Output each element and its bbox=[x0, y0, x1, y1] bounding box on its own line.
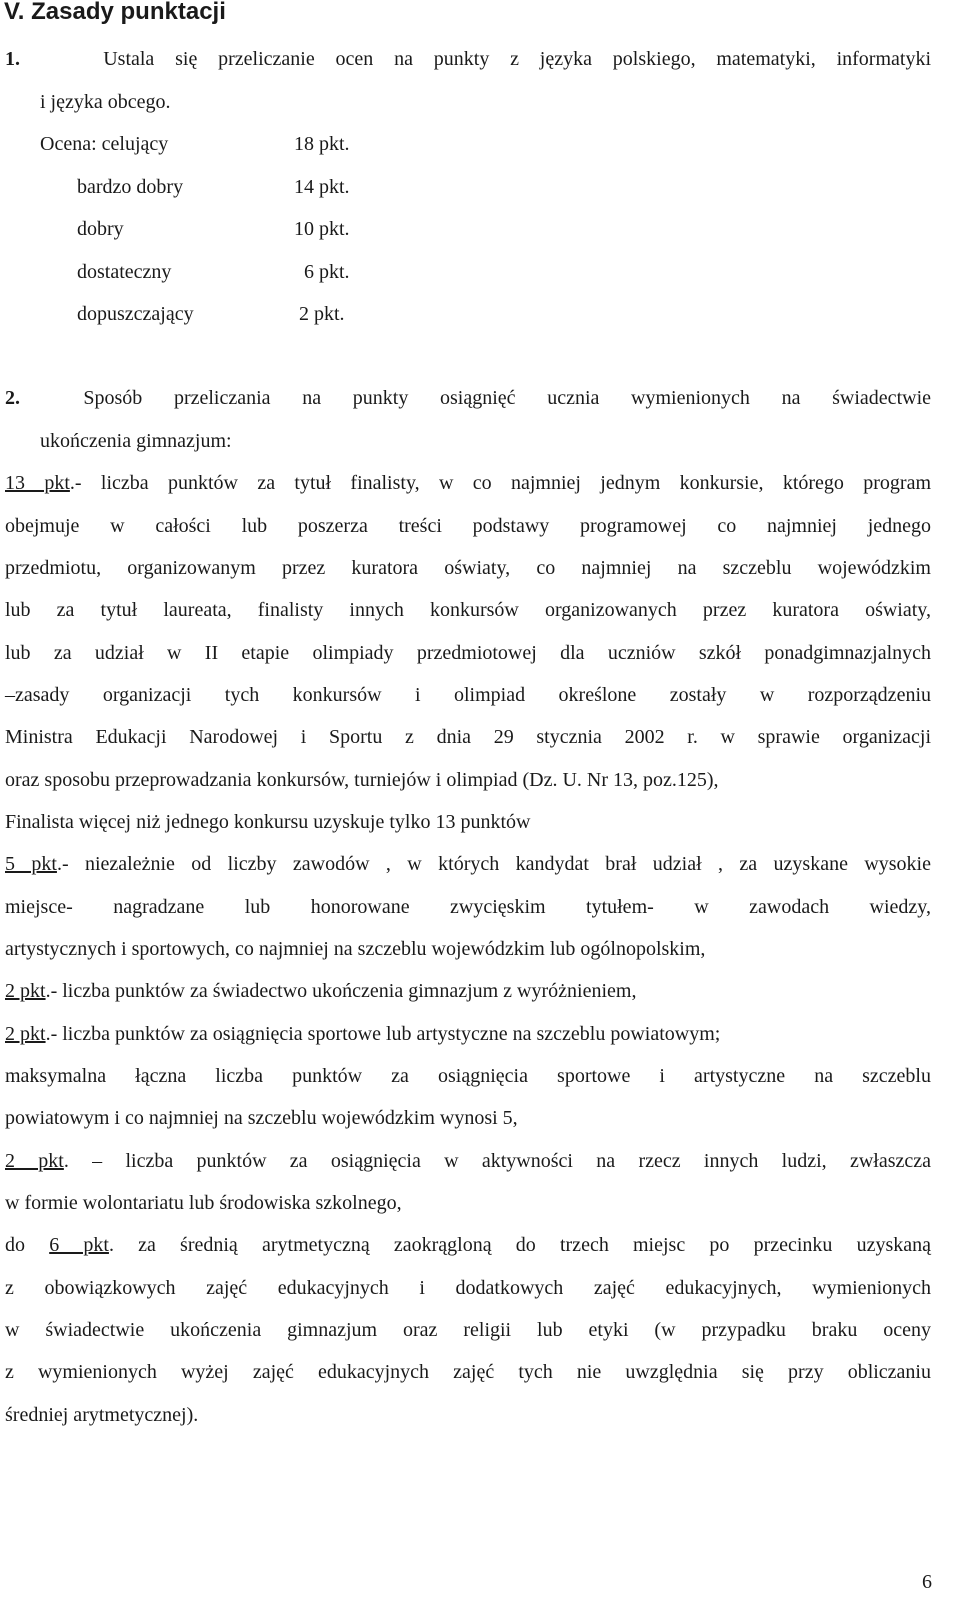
rule-13pkt-line: Finalista więcej niż jednego konkursu uzyskuje tylko 13 punktów bbox=[5, 811, 531, 833]
section-title: V. Zasady punktacji bbox=[4, 0, 226, 25]
points-5: 5 pkt bbox=[5, 853, 57, 875]
grade-label: dostateczny bbox=[77, 261, 172, 283]
rule-2pkt-volunteer-line: w formie wolontariatu lub środowiska szkolnego, bbox=[5, 1192, 402, 1214]
rule-13pkt-line: lub za tytuł laureata, finalisty innych konkursów organizowanych przez kuratora oświaty, bbox=[5, 599, 931, 621]
rule-13pkt-line: 13 pkt.- liczba punktów za tytuł finalisty, w co najmniej jednym konkursie, którego program bbox=[5, 472, 932, 494]
rule-13pkt-line: Ministra Edukacji Narodowej i Sportu z dnia 29 stycznia 2002 r. w sprawie organizacji bbox=[5, 726, 931, 748]
points-2: 2 pkt bbox=[5, 1023, 46, 1045]
rule-2pkt-sports-line: maksymalna łączna liczba punktów za osiągnięcia sportowe i artystyczne na szczeblu bbox=[5, 1065, 931, 1087]
rule-5pkt-line: miejsce- nagradzane lub honorowane zwycięskim tytułem- w zawodach wiedzy, bbox=[5, 896, 931, 918]
rule-5pkt-line: 5 pkt.- niezależnie od liczby zawodów , w których kandydat brał udział , za uzyskane wysokie bbox=[5, 853, 931, 875]
rule-6pkt-line: średniej arytmetycznej). bbox=[5, 1404, 199, 1426]
item1-number: 1. bbox=[5, 48, 20, 70]
rule-13pkt-line: oraz sposobu przeprowadzania konkursów, turniejów i olimpiad (Dz. U. Nr 13, poz.125), bbox=[5, 769, 719, 791]
points-13: 13 pkt bbox=[5, 472, 70, 494]
rule-2pkt-volunteer-line: 2 pkt. – liczba punktów za osiągnięcia w aktywności na rzecz innych ludzi, zwłaszcza bbox=[5, 1150, 931, 1172]
grade-points: 14 pkt. bbox=[294, 176, 350, 198]
item1-line2: i języka obcego. bbox=[40, 91, 171, 113]
grade-points: 10 pkt. bbox=[294, 218, 350, 240]
item1-line1: 1. Ustala się przeliczanie ocen na punkty z języka polskiego, matematyki, informatyki bbox=[5, 48, 932, 70]
rule-13pkt-line: lub za udział w II etapie olimpiady przedmiotowej dla uczniów szkół ponadgimnazjalnych bbox=[5, 642, 931, 664]
grade-points: 6 pkt. bbox=[304, 261, 350, 283]
grade-points: 2 pkt. bbox=[299, 303, 345, 325]
rule-13pkt-line: obejmuje w całości lub poszerza treści podstawy programowej co najmniej jednego bbox=[5, 515, 931, 537]
item2-line2: ukończenia gimnazjum: bbox=[40, 430, 232, 452]
rule-13pkt-line: –zasady organizacji tych konkursów i olimpiad określone zostały w rozporządzeniu bbox=[5, 684, 931, 706]
grade-label: Ocena: celujący bbox=[40, 133, 169, 155]
grade-points: 18 pkt. bbox=[294, 133, 350, 155]
rule-5pkt-line: artystycznych i sportowych, co najmniej na szczeblu wojewódzkim lub ogólnopolskim, bbox=[5, 938, 706, 960]
grade-label: dopuszczający bbox=[77, 303, 194, 325]
page-number: 6 bbox=[922, 1571, 932, 1593]
rule-6pkt-line: z obowiązkowych zajęć edukacyjnych i dodatkowych zajęć edukacyjnych, wymienionych bbox=[5, 1277, 931, 1299]
points-2: 2 pkt bbox=[5, 980, 46, 1002]
points-6: 6 pkt bbox=[49, 1234, 109, 1256]
rule-6pkt-line: do 6 pkt. za średnią arytmetyczną zaokrągloną do trzech miejsc po przecinku uzyskaną bbox=[5, 1234, 932, 1256]
item2-line1: 2. Sposób przeliczania na punkty osiągnięć ucznia wymienionych na świadectwie bbox=[5, 387, 931, 409]
item2-number: 2. bbox=[5, 387, 20, 409]
rule-2pkt-sports-line: 2 pkt.- liczba punktów za osiągnięcia sportowe lub artystyczne na szczeblu powiatowym; bbox=[5, 1023, 721, 1045]
rule-13pkt-line: przedmiotu, organizowanym przez kuratora oświaty, co najmniej na szczeblu wojewódzkim bbox=[5, 557, 931, 579]
rule-2pkt-diploma: 2 pkt.- liczba punktów za świadectwo ukończenia gimnazjum z wyróżnieniem, bbox=[5, 980, 637, 1002]
rule-2pkt-sports-line: powiatowym i co najmniej na szczeblu wojewódzkim wynosi 5, bbox=[5, 1107, 518, 1129]
rule-6pkt-line: w świadectwie ukończenia gimnazjum oraz religii lub etyki (w przypadku braku oceny bbox=[5, 1319, 931, 1341]
points-2: 2 pkt bbox=[5, 1150, 64, 1172]
grade-label: dobry bbox=[77, 218, 124, 240]
rule-6pkt-line: z wymienionych wyżej zajęć edukacyjnych zajęć tych nie uwzględnia się przy obliczaniu bbox=[5, 1361, 931, 1383]
grade-label: bardzo dobry bbox=[77, 176, 184, 198]
